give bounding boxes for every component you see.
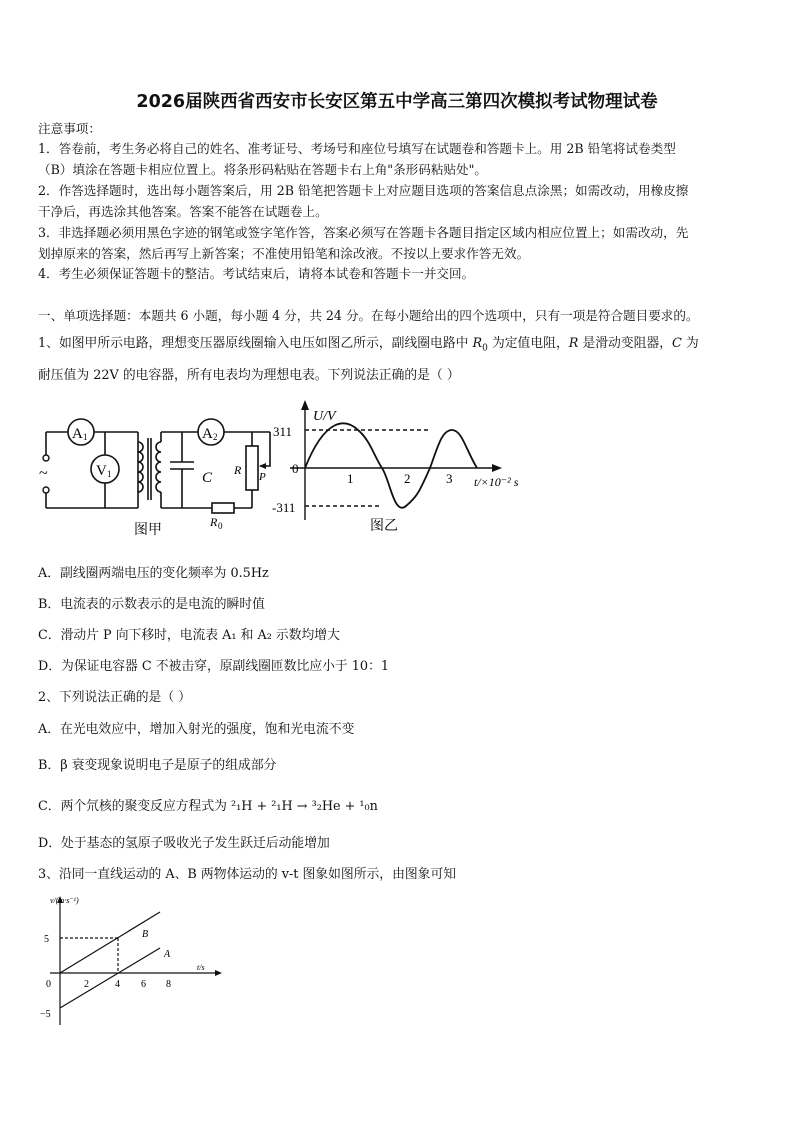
vt-y-axis-label: v/(m·s⁻¹) xyxy=(50,896,79,905)
trough-label: -311 xyxy=(272,500,296,515)
figure-b-caption: 图乙 xyxy=(370,519,398,534)
page-title: 2026届陕西省西安市长安区第五中学高三第四次模拟考试物理试卷 xyxy=(136,92,658,112)
q1-r0-subscript: 0 xyxy=(482,343,488,354)
line-a xyxy=(60,948,160,1008)
vt-tick-neg5: −5 xyxy=(40,1009,51,1020)
notice-line-4: 干净后，再选涂其他答案。答案不能答在试题卷上。 xyxy=(38,204,328,219)
a1-letter: A xyxy=(72,426,83,442)
question-1-stem-line2: 耐压值为 22V 的电容器，所有电表均为理想电表。下列说法正确的是（ ） xyxy=(38,368,460,383)
x-axis-label: t/×10⁻² s xyxy=(474,475,519,489)
ammeter-a2-icon xyxy=(198,419,224,445)
q1-option-a: A．副线圈两端电压的变化频率为 0.5Hz xyxy=(38,566,269,581)
peak-label: 311 xyxy=(273,424,293,439)
q1-text-b: 为定值电阻， xyxy=(487,336,569,351)
ac-source-symbol: ~ xyxy=(39,465,48,482)
a1-subscript: 1 xyxy=(83,432,88,442)
voltmeter-v1-icon xyxy=(91,455,119,483)
q2-option-a: A．在光电效应中，增加入射光的强度，饱和光电流不变 xyxy=(38,722,355,737)
q1-text-d: 为 xyxy=(681,336,699,351)
vt-graph xyxy=(30,890,230,1030)
vt-origin: 0 xyxy=(46,979,51,990)
notice-line-1: 1．答卷前，考生务必将自己的姓名、准考证号、考场号和座位号填写在试题卷和答题卡上。用 2B 铅笔将试卷类型 xyxy=(38,141,676,156)
q1-option-b: B．电流表的示数表示的是电流的瞬时值 xyxy=(38,597,265,612)
sine-curve xyxy=(305,423,477,507)
notice-heading: 注意事项： xyxy=(38,121,101,136)
capacitor-label: C xyxy=(202,470,213,486)
q1-text-a: 1、如图甲所示电路，理想变压器原线圈输入电压如图乙所示，副线圈电路中 xyxy=(38,336,473,351)
notice-line-5: 3．非选择题必须用黑色字迹的钢笔或签字笔作答，答案必须写在答题卡各题目指定区域内相应位置上；如需改动，先 xyxy=(38,225,689,240)
vt-tick-8: 8 xyxy=(166,979,171,990)
origin-label: 0 xyxy=(292,461,299,476)
ammeter-a1-icon xyxy=(68,419,94,445)
vt-label-a: A xyxy=(164,949,171,960)
question-2-stem: 2、下列说法正确的是（ ） xyxy=(38,690,191,705)
q1-r0-symbol: R xyxy=(472,336,483,351)
notice-line-3: 2．作答选择题时，选出每小题答案后，用 2B 铅笔把答题卡上对应题目选项的答案信息点涂黑；如需改动，用橡皮擦 xyxy=(38,183,689,198)
q1-option-d: D．为保证电容器 C 不被击穿，原副线圈匝数比应小于 10：1 xyxy=(38,659,390,674)
q1-c-symbol: C xyxy=(672,336,682,351)
notice-line-6: 划掉原来的答案，然后再写上新答案；不准使用铅笔和涂改液。不按以上要求作答无效。 xyxy=(38,246,530,261)
r0-label: R xyxy=(210,515,218,529)
section-heading: 一、单项选择题：本题共 6 小题，每小题 4 分，共 24 分。在每小题给出的四个选项中，只有一项是符合题目要求的。 xyxy=(38,308,699,323)
vt-tick-2: 2 xyxy=(84,979,89,990)
tick-1: 1 xyxy=(347,471,354,486)
q1-r-symbol: R xyxy=(568,336,579,351)
voltage-graph xyxy=(270,398,540,538)
v1-subscript: 1 xyxy=(107,469,112,479)
circuit-diagram xyxy=(30,410,280,540)
figure-a-caption: 图甲 xyxy=(134,523,162,538)
q2-option-d: D．处于基态的氢原子吸收光子发生跃迁后动能增加 xyxy=(38,836,330,851)
q1-text-c: 是滑动变阻器， xyxy=(578,336,673,351)
notice-line-7: 4．考生必须保证答题卡的整洁。考试结束后，请将本试卷和答题卡一并交回。 xyxy=(38,266,475,281)
vt-x-axis-label: t/s xyxy=(197,963,205,972)
tick-3: 3 xyxy=(446,471,453,486)
vt-tick-6: 6 xyxy=(141,979,146,990)
a2-letter: A xyxy=(202,426,213,442)
q2-option-c: C．两个氘核的聚变反应方程式为 ²₁H + ²₁H → ³₂He + ¹₀n xyxy=(38,799,378,814)
vt-tick-4: 4 xyxy=(115,979,120,990)
vt-tick-5: 5 xyxy=(44,934,49,945)
tick-2: 2 xyxy=(404,471,411,486)
vt-label-b: B xyxy=(142,929,149,940)
a2-subscript: 2 xyxy=(213,432,218,442)
line-b xyxy=(60,912,160,973)
v1-letter: V xyxy=(96,463,107,479)
slider-label: P xyxy=(259,471,266,483)
question-3-stem: 3、沿同一直线运动的 A、B 两物体运动的 v-t 图象如图所示，由图象可知 xyxy=(38,867,457,882)
q2-option-b: B．β 衰变现象说明电子是原子的组成部分 xyxy=(38,758,277,773)
notice-line-2: （B）填涂在答题卡相应位置上。将条形码粘贴在答题卡右上角"条形码粘贴处"。 xyxy=(38,162,488,177)
q1-option-c: C．滑动片 P 向下移时，电流表 A₁ 和 A₂ 示数均增大 xyxy=(38,628,340,643)
r0-label-subscript: 0 xyxy=(218,521,223,531)
y-axis-label: U/V xyxy=(313,409,336,424)
question-1-stem-line1 xyxy=(38,332,699,354)
rheostat-label: R xyxy=(234,463,242,477)
